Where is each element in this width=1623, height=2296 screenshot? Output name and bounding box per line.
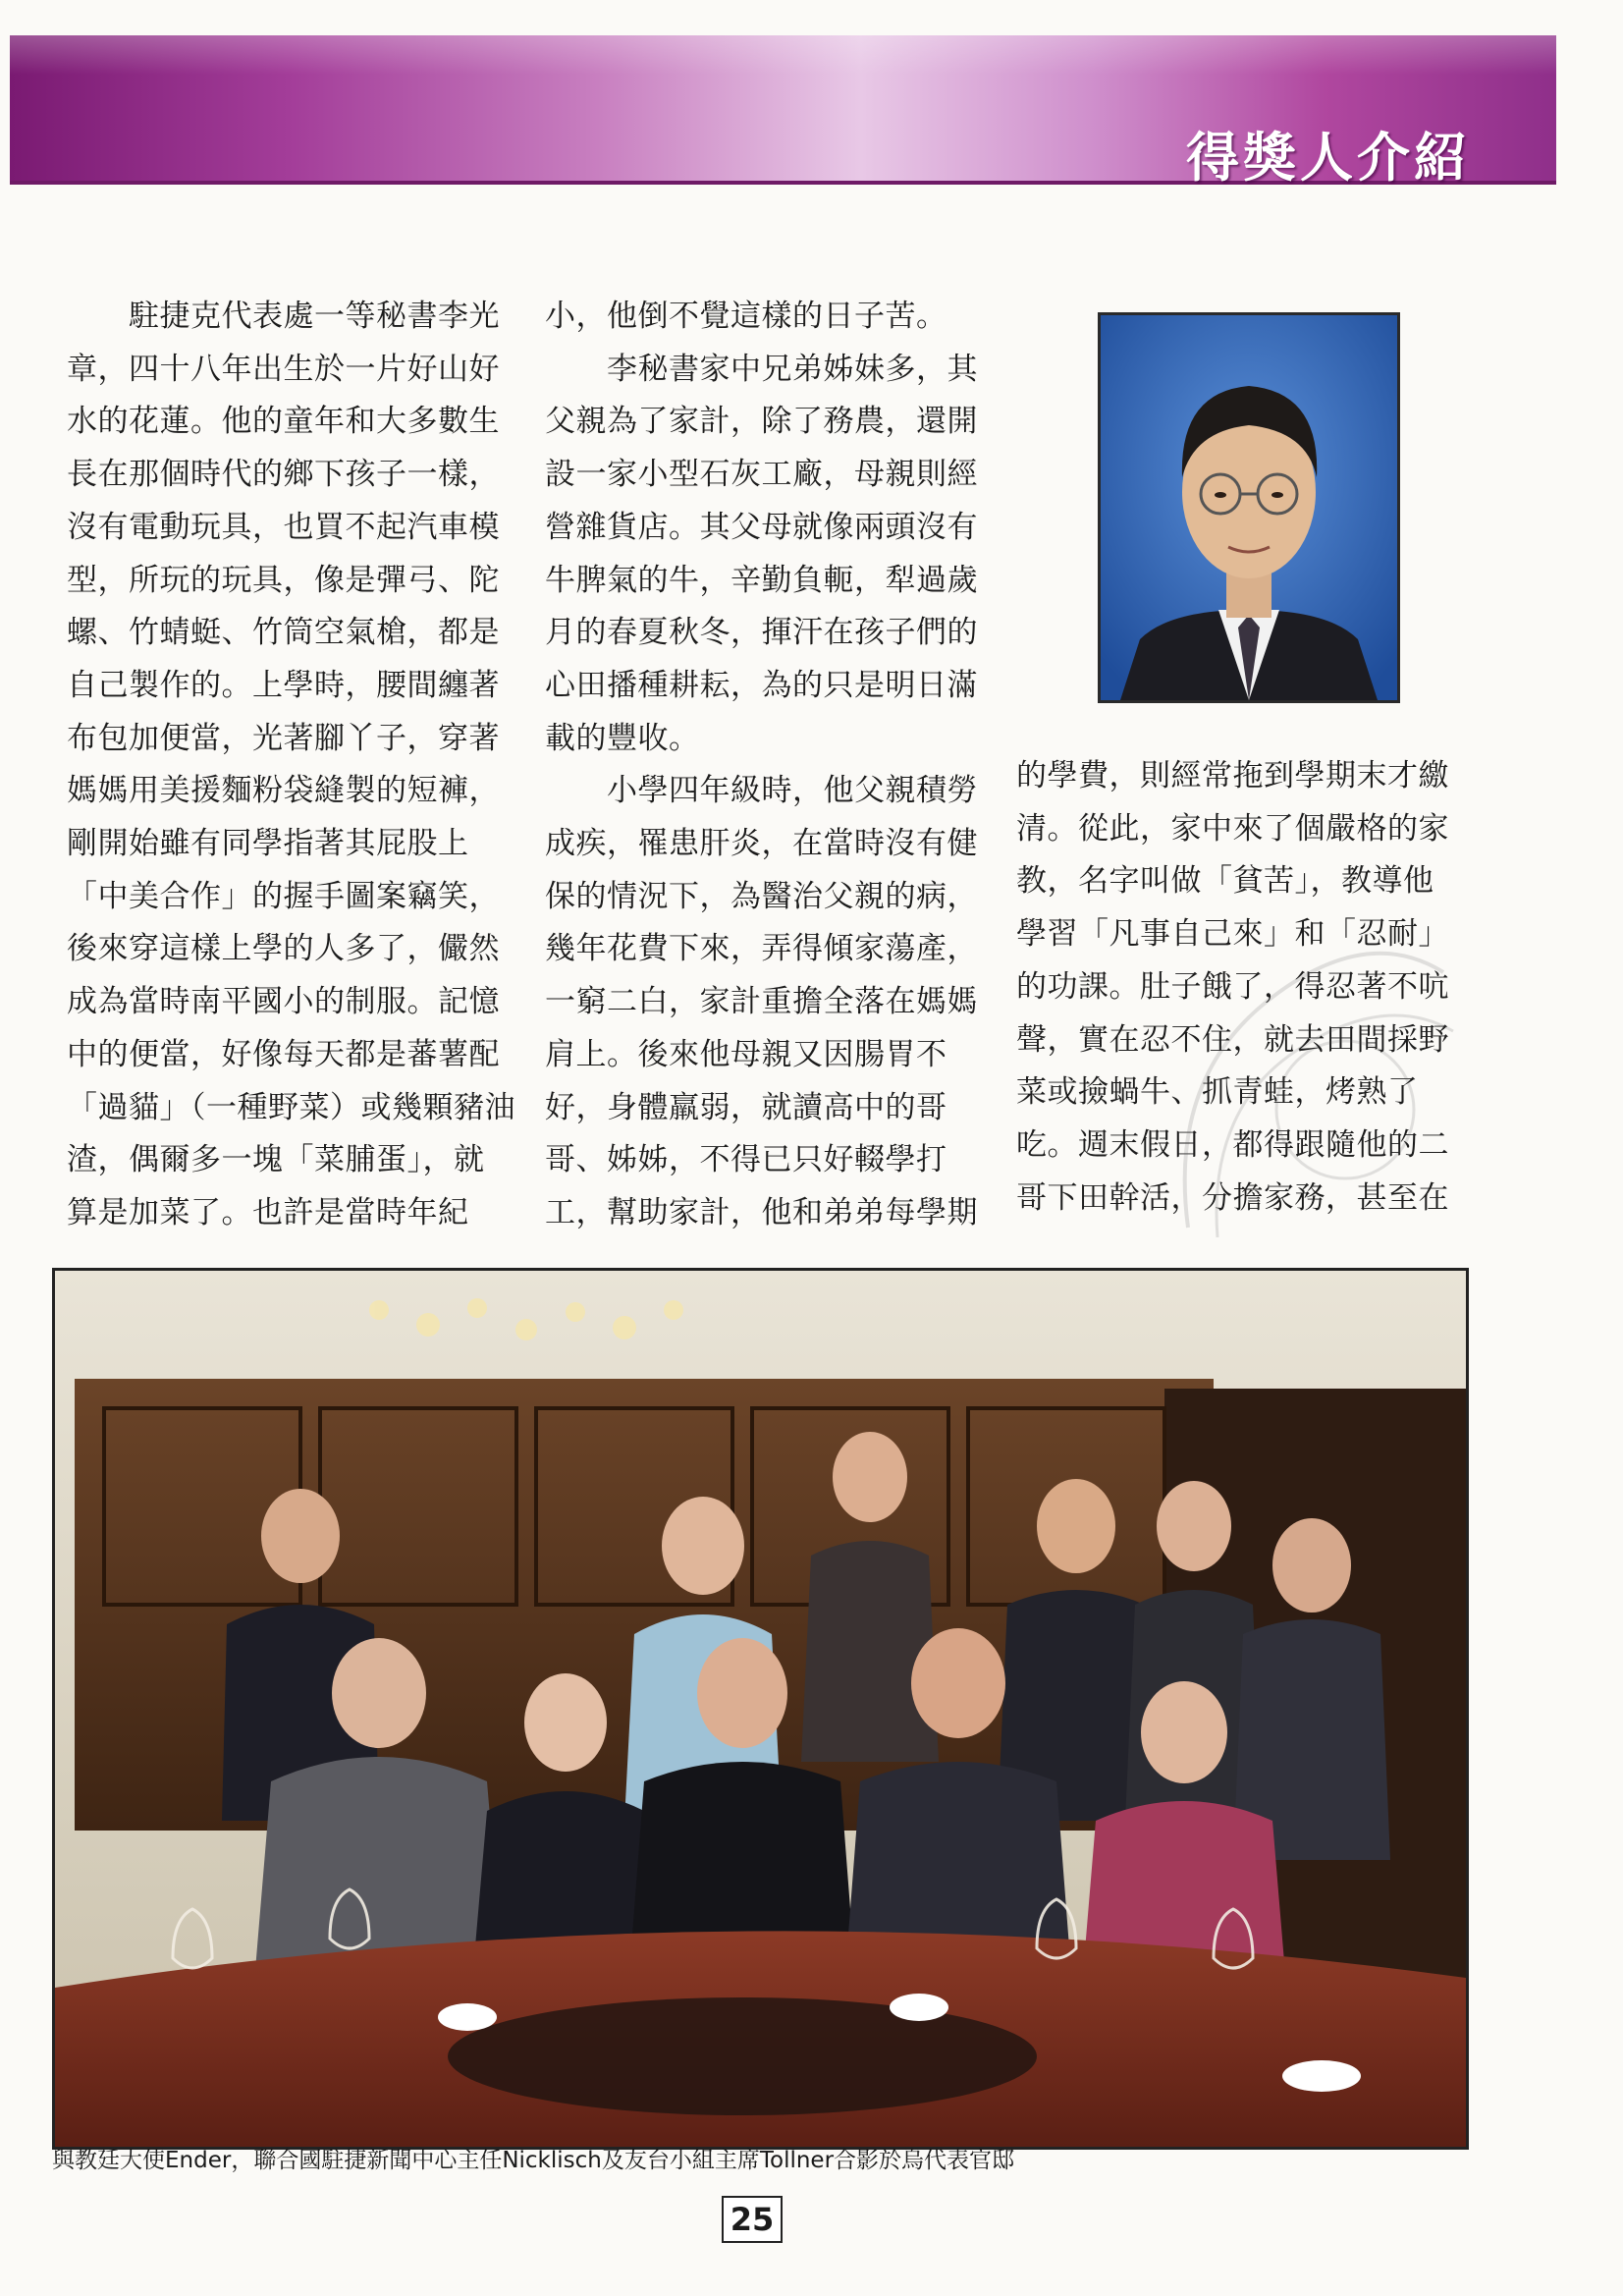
group-photo bbox=[52, 1268, 1469, 2150]
article-column-2: 小，他倒不覺這樣的日子苦。 李秘書家中兄弟姊妹多，其 父親為了家計，除了務農，還開 設一家小型石灰工廠，母親則經 營雜貨店。其父母就像兩頭沒有 牛脾氣的牛，辛勤負軛，犁過歲 月的春夏秋冬，揮汗在孩子們的 心田播種耕耘，為的只是明日滿 載的豐收。 小學四年級時，他父親積勞 成疾，罹患肝炎，在當時沒有健 保的情況下，為醫治父親的病， 幾年花費下來，弄得傾家蕩產， 一窮二白，家計重擔全落在媽媽 肩上。後來他母親又因腸胃不 好，身體羸弱，就讀高中的哥 哥、姊姊，不得已只好輟學打 工，幫助家計，他和弟弟每學期 bbox=[545, 299, 978, 1230]
article-column-3: 的學費，則經常拖到學期末才繳 清。從此，家中來了個嚴格的家 教，名字叫做「貧苦」，教導他 學習「凡事自己來」和「忍耐」 的功課。肚子餓了，得忍著不吭 聲，實在忍不住，就去田間採野 菜或撿蝸牛、抓青蛙，烤熟了 吃。週末假日，都得跟隨他的二 哥下田幹活，分擔家務，甚至在 bbox=[1016, 758, 1449, 1216]
section-title: 得獎人介紹 bbox=[1186, 127, 1471, 189]
portrait-photo bbox=[1098, 312, 1400, 703]
page-number: 25 bbox=[722, 2196, 783, 2243]
photo-caption: 與教廷大使Ender，聯合國駐捷新聞中心主任Nicklisch及友台小組主席Tollner合影於烏代表官邸 bbox=[52, 2148, 1015, 2173]
article-column-1: 駐捷克代表處一等秘書李光 章，四十八年出生於一片好山好 水的花蓮。他的童年和大多數生 長在那個時代的鄉下孩子一樣， 沒有電動玩具，也買不起汽車模 型，所玩的玩具，像是彈弓、陀 螺、竹蜻蜓、竹筒空氣槍，都是 自己製作的。上學時，腰間纏著 布包加便當，光著腳丫子，穿著 媽媽用美援麵粉袋縫製的短褲， 剛開始雖有同學指著其屁股上 「中美合作」的握手圖案竊笑， 後來穿這樣上學的人多了，儼然 成為當時南平國小的制服。記憶 中的便當，好像每天都是蕃薯配 「過貓」（一種野菜）或幾顆豬油 渣，偶爾多一塊「菜脯蛋」，就 算是加菜了。也許是當時年紀 bbox=[67, 299, 515, 1230]
decorative-swirl bbox=[1149, 884, 1473, 1247]
